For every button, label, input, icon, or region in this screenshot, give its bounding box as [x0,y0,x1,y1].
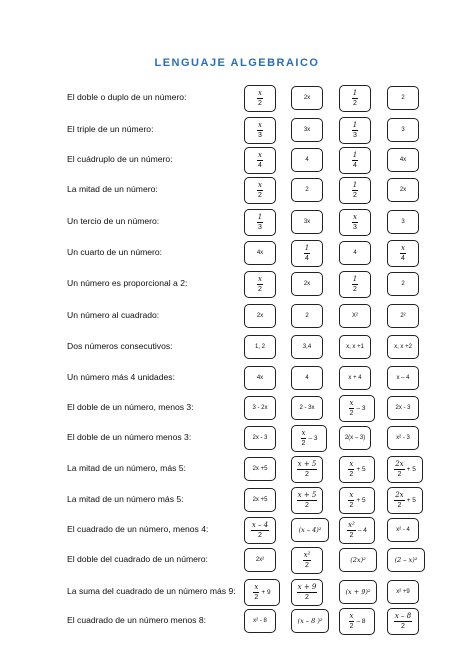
answer-option[interactable] [244,517,276,544]
fraction [257,122,263,139]
option-text: x, x +2 [394,344,412,350]
fraction [394,613,412,630]
fraction-numerator: x² [348,520,355,529]
question-label: La suma del cuadrado de un número más 9: [67,586,236,596]
fraction-denominator: 2 [305,561,309,569]
option-text: 2x [303,95,311,101]
answer-option[interactable] [339,209,371,236]
option-text: 2x - 3 [395,405,411,411]
fraction-suffix: + 5 [356,465,366,473]
answer-option[interactable] [387,518,419,542]
fraction-denominator: 2 [258,531,262,539]
answer-option[interactable] [387,487,423,514]
answer-option[interactable] [291,518,329,542]
answer-option[interactable] [339,456,375,483]
fraction-denominator: 2 [301,439,306,447]
fraction [253,584,259,601]
fraction [352,90,358,107]
question-label: El cuadrado de un número, menos 4: [67,524,209,534]
fraction-denominator: 2 [353,285,357,293]
fraction [352,214,358,231]
expression-text: (2 – x)² [394,556,418,564]
answer-option[interactable] [339,271,371,298]
fraction-denominator: 2 [305,470,309,478]
option-text: 2 [401,281,405,287]
answer-option[interactable] [387,304,419,328]
answer-option[interactable] [244,548,276,572]
option-text: 1, 2 [254,344,265,350]
fraction-denominator: 2 [397,501,402,509]
fraction-denominator: 2 [258,285,262,293]
question-label: El triple de un número: [67,124,154,134]
fraction-denominator: 2 [401,622,405,630]
answer-option[interactable] [387,335,419,359]
answer-option[interactable] [339,608,375,635]
answer-option[interactable] [339,366,371,390]
option-text: 3x [303,127,311,133]
fraction-denominator: 4 [305,254,309,262]
page-title: LENGUAJE ALGEBRAICO [154,57,320,69]
fraction-denominator: 4 [353,161,357,169]
fraction [394,492,404,509]
fraction-suffix: + 5 [406,465,416,473]
fraction [297,461,318,478]
fraction [251,522,269,539]
answer-option[interactable] [244,209,276,236]
fraction-numerator: 1 [352,274,358,283]
fraction [394,461,404,478]
answer-option[interactable] [387,272,419,296]
fraction-denominator: 3 [258,223,262,231]
fraction [400,245,406,262]
answer-option[interactable] [339,580,377,604]
fraction [297,584,318,601]
fraction [304,245,310,262]
answer-option[interactable] [291,487,323,514]
fraction [301,430,307,447]
fraction [352,276,358,293]
option-text: 3,4 [302,344,312,350]
fraction-denominator: 2 [305,501,309,509]
question-label: El doble de un número menos 3: [67,432,192,442]
fraction-numerator: 1 [304,243,310,252]
fraction-numerator: 1 [352,180,358,189]
fraction-denominator: 2 [258,99,262,107]
question-label: Un número más 4 unidades: [67,372,175,382]
fraction [349,613,355,630]
option-text: 3 [401,127,405,133]
fraction [348,492,354,509]
fraction-numerator: x + 5 [297,459,317,468]
expression-text: (x – 8 )² [297,617,323,625]
fraction-denominator: 2 [349,501,354,509]
option-text: x² - 4 [396,527,410,533]
fraction-denominator: 2 [349,622,354,630]
answer-option[interactable] [291,240,323,267]
fraction-denominator: 2 [353,99,357,107]
answer-option[interactable] [244,304,276,328]
fraction-denominator: 2 [349,409,354,417]
fraction-numerator: x² [303,550,311,559]
answer-option[interactable] [291,425,327,452]
answer-option[interactable] [244,241,276,265]
fraction-numerator: x [349,611,354,620]
fraction-denominator: 2 [305,593,309,601]
fraction-denominator: 2 [258,191,262,199]
fraction-denominator: 3 [258,131,262,139]
fraction-numerator: x – 4 [251,520,269,529]
fraction-suffix: – 4 [357,526,367,534]
option-text: 4 [305,157,309,163]
fraction-denominator: 3 [353,131,357,139]
answer-option[interactable] [291,304,323,328]
answer-option[interactable] [339,517,375,544]
expression-text: (x – 4)² [298,526,322,534]
answer-option[interactable] [387,118,419,142]
answer-option[interactable] [387,426,419,450]
fraction-denominator: 4 [401,254,405,262]
answer-option[interactable] [339,177,371,204]
fraction-numerator: x [349,459,354,468]
answer-option[interactable] [291,547,323,574]
question-label: Un número al cuadrado: [67,310,160,320]
answer-option[interactable] [244,85,276,112]
fraction-numerator: x [301,428,306,437]
answer-option[interactable] [291,609,329,633]
fraction [352,122,358,139]
answer-option[interactable] [291,210,323,234]
option-text: 2x +5 [252,497,268,503]
option-text: 2x [399,187,407,193]
fraction-suffix: – 8 [356,617,366,625]
expression-text: (x + 9)² [345,588,371,596]
fraction-denominator: 2 [349,470,354,478]
answer-option[interactable] [244,426,276,450]
option-text: 2 - 3x [299,405,315,411]
answer-option[interactable] [387,580,419,604]
fraction-denominator: 4 [258,161,262,169]
option-text: 3x [303,219,311,225]
question-label: El doble de un número, menos 3: [67,402,194,412]
fraction [257,276,263,293]
fraction-suffix: + 5 [356,496,366,504]
option-text: x² - 3 [396,435,410,441]
option-text: x + 4 [348,375,362,381]
option-text: 3 [401,219,405,225]
fraction-numerator: x [258,88,262,97]
fraction-numerator: x [258,120,262,129]
answer-option[interactable] [244,147,276,174]
fraction-numerator: x [401,243,405,252]
option-text: 4x [256,375,264,381]
answer-option[interactable] [339,85,371,112]
answer-option[interactable] [387,396,419,420]
fraction [348,461,354,478]
fraction [257,152,263,169]
fraction-denominator: 2 [397,470,402,478]
answer-option[interactable] [291,579,323,606]
fraction-suffix: – 3 [356,404,366,412]
answer-option[interactable] [387,240,419,267]
option-text: 2 [305,313,309,319]
fraction-numerator: x [349,398,354,407]
option-text: 2x [256,313,264,319]
answer-option[interactable] [291,272,323,296]
answer-option[interactable] [339,241,371,265]
answer-option[interactable] [387,366,419,390]
answer-option[interactable] [244,177,276,204]
question-label: El doble o duplo de un número: [67,92,187,102]
answer-option[interactable] [291,118,323,142]
fraction [297,492,318,509]
fraction-suffix: + 9 [261,588,271,596]
option-text: 2x [303,281,311,287]
answer-option[interactable] [244,117,276,144]
fraction [352,152,358,169]
answer-option[interactable] [339,335,371,359]
fraction-numerator: x [349,490,354,499]
answer-option[interactable] [339,117,371,144]
answer-option[interactable] [291,335,323,359]
fraction-numerator: 1 [352,120,358,129]
fraction [257,214,263,231]
answer-option[interactable] [387,548,425,572]
fraction-numerator: x [258,180,262,189]
expression-text: (2x)² [350,556,366,564]
option-text: 2 [305,187,309,193]
answer-option[interactable] [244,366,276,390]
option-text: 2x² [255,557,265,563]
answer-option[interactable] [387,210,419,234]
option-text: 2 [401,95,405,101]
answer-option[interactable] [339,304,371,328]
fraction [257,182,263,199]
question-label: Dos números consecutivos: [67,341,173,351]
fraction-numerator: 1 [352,88,358,97]
fraction-numerator: 1 [257,212,263,221]
answer-option[interactable] [291,86,323,110]
fraction-denominator: 2 [353,191,357,199]
fraction [303,552,312,569]
answer-option[interactable] [387,608,419,635]
option-text: 4x [256,250,264,256]
answer-option[interactable] [339,487,375,514]
question-label: El cuadrado de un número menos 8: [67,615,207,625]
fraction-numerator: x + 9 [297,582,317,591]
answer-option[interactable] [244,579,280,606]
fraction-denominator: 3 [353,223,357,231]
fraction-numerator: x [258,274,262,283]
question-label: Un número es proporcional a 2: [67,278,188,288]
option-text: 2(x – 3) [344,435,366,441]
fraction-numerator: x [353,212,357,221]
fraction-suffix: + 5 [406,496,416,504]
answer-option[interactable] [387,86,419,110]
question-label: La mitad de un número más 5: [67,494,184,504]
answer-option[interactable] [244,396,276,420]
fraction-numerator: x [254,582,259,591]
fraction [257,90,263,107]
answer-option[interactable] [339,395,375,422]
answer-option[interactable] [291,148,323,172]
fraction [349,400,355,417]
answer-option[interactable] [244,457,276,481]
answer-option[interactable] [291,456,323,483]
fraction-numerator: 2x [395,490,404,499]
fraction-numerator: x [258,150,262,159]
fraction-denominator: 2 [254,593,259,601]
answer-option[interactable] [291,366,323,390]
option-text: x² - 8 [253,618,267,624]
answer-option[interactable] [244,488,276,512]
fraction-numerator: 1 [352,150,358,159]
fraction-denominator: 2 [349,531,354,539]
answer-option[interactable] [291,396,323,420]
fraction [352,182,358,199]
question-label: El doble del cuadrado de un número: [67,554,208,564]
fraction-numerator: 2x [395,459,404,468]
answer-option[interactable] [339,426,371,450]
answer-option[interactable] [387,178,419,202]
question-label: La mitad de un número, más 5: [67,463,186,473]
option-text: 3 - 2x [252,405,268,411]
fraction-suffix: – 3 [308,434,318,442]
answer-option[interactable] [387,148,419,172]
question-label: Un cuarto de un número: [67,247,163,257]
answer-option[interactable] [244,335,276,359]
answer-option[interactable] [387,456,423,483]
option-text: 2x - 3 [252,435,268,441]
answer-option[interactable] [244,609,276,633]
option-text: 4 [353,250,357,256]
option-text: x² +9 [396,589,410,595]
answer-option[interactable] [339,147,371,174]
option-text: x – 4 [396,375,410,381]
answer-option[interactable] [291,178,323,202]
question-label: El cuádruplo de un número: [67,154,173,164]
question-label: Un tercio de un número: [67,216,160,226]
option-text: 4x [399,157,407,163]
option-text: x, x +1 [346,344,364,350]
answer-option[interactable] [244,271,276,298]
answer-option[interactable] [339,548,377,572]
option-text: 4 [305,375,309,381]
fraction-numerator: x – 8 [394,611,412,620]
option-text: 2² [400,313,406,319]
fraction [347,522,356,539]
option-text: 2x +5 [252,466,268,472]
option-text: X² [352,313,358,319]
question-label: La mitad de un número: [67,184,158,194]
fraction-numerator: x + 5 [297,490,317,499]
